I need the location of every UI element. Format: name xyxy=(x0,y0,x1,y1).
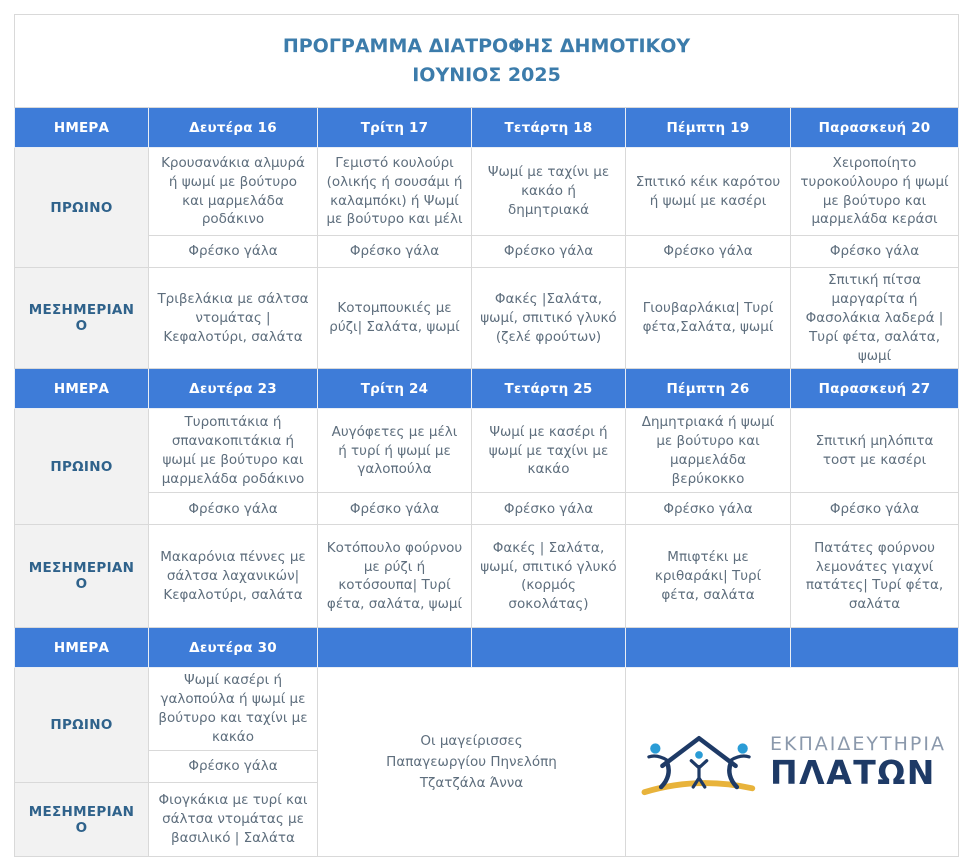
week1-milk-row xyxy=(15,236,959,268)
logo-line-1: ΕΚΠΑΙΔΕΥΤΗΡΙΑ xyxy=(770,732,946,755)
milk-cell: Φρέσκο γάλα xyxy=(149,236,318,268)
milk-cell: Φρέσκο γάλα xyxy=(318,493,472,525)
meal-cell: Τριβελάκια με σάλτσα ντομάτας | Κεφαλοτύρι, σαλάτα xyxy=(149,268,318,369)
cook-name: Παπαγεωργίου Πηνελόπη xyxy=(386,753,557,770)
date-header-cell: Παρασκευή 27 xyxy=(791,369,959,409)
date-header-cell: Πέμπτη 19 xyxy=(626,108,791,148)
title-line-2: ΙΟΥΝΙΟΣ 2025 xyxy=(412,64,561,86)
meal-cell: Κοτομπουκιές με ρύζι| Σαλάτα, ψωμί xyxy=(318,268,472,369)
day-header-cell: ΗΜΕΡΑ xyxy=(15,108,149,148)
page-title xyxy=(15,15,959,108)
date-header-cell: Τρίτη 17 xyxy=(318,108,472,148)
meal-cell: Γεμιστό κουλούρι (ολικής ή σουσάμι ή καλαμπόκι) ή Ψωμί με βούτυρο και μέλι xyxy=(318,148,472,236)
meal-cell: Πατάτες φούρνου λεμονάτες γιαχνί πατάτες| Τυρί φέτα, σαλάτα xyxy=(791,525,959,628)
breakfast-row-label: ΠΡΩΙΝΟ xyxy=(15,148,149,268)
logo-wrap xyxy=(634,722,950,802)
meal-cell: Ψωμί με ταχίνι με κακάο ή δημητριακά xyxy=(472,148,626,236)
meal-cell: Χειροποίητο τυροκούλουρο ή ψωμί με βούτυρο και μαρμελάδα κεράσι xyxy=(791,148,959,236)
date-header-cell: Παρασκευή 20 xyxy=(791,108,959,148)
meal-cell: Σπιτική μηλόπιτα τοστ με κασέρι xyxy=(791,409,959,493)
week1-header-row xyxy=(15,108,959,148)
cook-name: Τζατζάλα Άννα xyxy=(419,774,524,791)
date-header-cell xyxy=(791,628,959,668)
school-logo xyxy=(626,668,959,857)
week3-header-row xyxy=(15,628,959,668)
cooks-note xyxy=(318,668,626,857)
cooks-title: Οι μαγείρισσες xyxy=(420,732,523,749)
meal-cell: Φιογκάκια με τυρί και σάλτσα ντομάτας με βασιλικό | Σαλάτα xyxy=(149,783,318,857)
date-header-cell xyxy=(472,628,626,668)
meal-cell: Ψωμί με κασέρι ή ψωμί με ταχίνι με κακάο xyxy=(472,409,626,493)
date-header-cell: Δευτέρα 30 xyxy=(149,628,318,668)
date-header-cell xyxy=(626,628,791,668)
week2-header-row xyxy=(15,369,959,409)
milk-cell: Φρέσκο γάλα xyxy=(791,236,959,268)
meal-cell: Σπιτική πίτσα μαργαρίτα ή Φασολάκια λαδερά | Τυρί φέτα, σαλάτα, ψωμί xyxy=(791,268,959,369)
meal-schedule-sheet xyxy=(14,14,958,857)
week1-lunch-row xyxy=(15,268,959,369)
meal-cell: Γιουβαρλάκια| Τυρί φέτα,Σαλάτα, ψωμί xyxy=(626,268,791,369)
week1-breakfast-row xyxy=(15,148,959,236)
platon-house-logo-icon xyxy=(638,722,760,802)
milk-cell: Φρέσκο γάλα xyxy=(472,493,626,525)
lunch-row-label: ΜΕΣΗΜΕΡΙΑΝΟ xyxy=(15,525,149,628)
date-header-cell: Πέμπτη 26 xyxy=(626,369,791,409)
date-header-cell: Τετάρτη 25 xyxy=(472,369,626,409)
milk-cell: Φρέσκο γάλα xyxy=(472,236,626,268)
date-header-cell: Τετάρτη 18 xyxy=(472,108,626,148)
meal-cell: Δημητριακά ή ψωμί με βούτυρο και μαρμελάδα βερύκοκκο xyxy=(626,409,791,493)
meal-schedule-table xyxy=(14,14,959,857)
title-line-1: ΠΡΟΓΡΑΜΜΑ ΔΙΑΤΡΟΦΗΣ ΔΗΜΟΤΙΚΟΥ xyxy=(282,34,691,57)
meal-cell: Αυγόφετες με μέλι ή τυρί ή ψωμί με γαλοπούλα xyxy=(318,409,472,493)
milk-cell: Φρέσκο γάλα xyxy=(791,493,959,525)
logo-line-2: ΠΛΑΤΩΝ xyxy=(770,753,936,793)
logo-text xyxy=(770,733,946,792)
breakfast-row-label: ΠΡΩΙΝΟ xyxy=(15,668,149,783)
milk-cell: Φρέσκο γάλα xyxy=(318,236,472,268)
meal-cell: Κρουσανάκια αλμυρά ή ψωμί με βούτυρο και μαρμελάδα ροδάκινο xyxy=(149,148,318,236)
meal-cell: Σπιτικό κέικ καρότου ή ψωμί με κασέρι xyxy=(626,148,791,236)
milk-cell: Φρέσκο γάλα xyxy=(626,236,791,268)
date-header-cell xyxy=(318,628,472,668)
week2-breakfast-row xyxy=(15,409,959,493)
title-row xyxy=(15,15,959,108)
meal-cell: Μακαρόνια πέννες με σάλτσα λαχανικών| Κεφαλοτύρι, σαλάτα xyxy=(149,525,318,628)
meal-cell: Φακές |Σαλάτα, ψωμί, σπιτικό γλυκό (ζελέ φρούτων) xyxy=(472,268,626,369)
meal-cell: Ψωμί κασέρι ή γαλοπούλα ή ψωμί με βούτυρο και ταχίνι με κακάο xyxy=(149,668,318,751)
milk-cell: Φρέσκο γάλα xyxy=(149,751,318,783)
breakfast-row-label: ΠΡΩΙΝΟ xyxy=(15,409,149,525)
milk-cell: Φρέσκο γάλα xyxy=(149,493,318,525)
meal-cell: Φακές | Σαλάτα, ψωμί, σπιτικό γλυκό (κορμός σοκολάτας) xyxy=(472,525,626,628)
lunch-row-label: ΜΕΣΗΜΕΡΙΑΝΟ xyxy=(15,268,149,369)
date-header-cell: Τρίτη 24 xyxy=(318,369,472,409)
week2-lunch-row xyxy=(15,525,959,628)
week2-milk-row xyxy=(15,493,959,525)
date-header-cell: Δευτέρα 23 xyxy=(149,369,318,409)
day-header-cell: ΗΜΕΡΑ xyxy=(15,628,149,668)
meal-cell: Κοτόπουλο φούρνου με ρύζι ή κοτόσουπα| Τυρί φέτα, σαλάτα, ψωμί xyxy=(318,525,472,628)
lunch-row-label: ΜΕΣΗΜΕΡΙΑΝΟ xyxy=(15,783,149,857)
meal-cell: Μπιφτέκι με κριθαράκι| Τυρί φέτα, σαλάτα xyxy=(626,525,791,628)
day-header-cell: ΗΜΕΡΑ xyxy=(15,369,149,409)
week3-breakfast-row xyxy=(15,668,959,751)
meal-cell: Τυροπιτάκια ή σπανακοπιτάκια ή ψωμί με βούτυρο και μαρμελάδα ροδάκινο xyxy=(149,409,318,493)
milk-cell: Φρέσκο γάλα xyxy=(626,493,791,525)
date-header-cell: Δευτέρα 16 xyxy=(149,108,318,148)
